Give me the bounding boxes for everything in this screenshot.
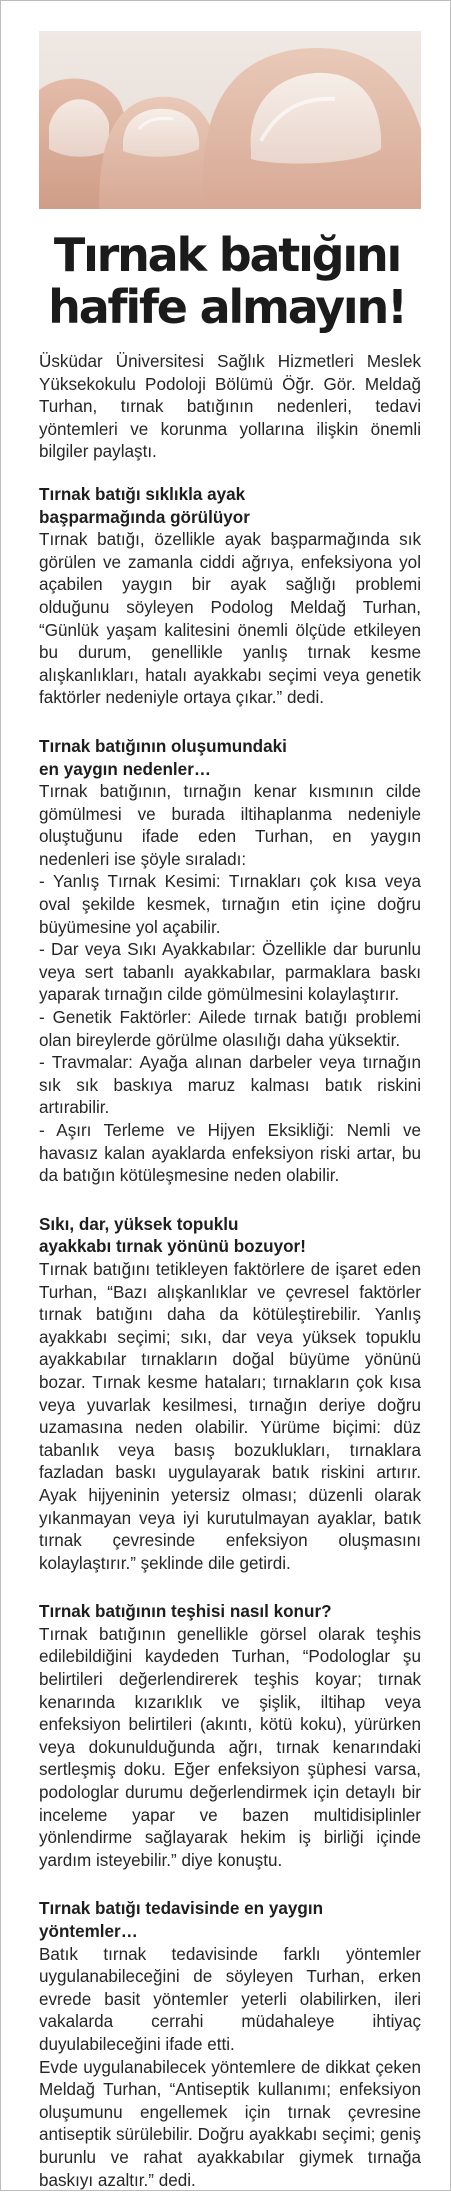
subheading-1-line-1: Tırnak batığı sıklıkla ayak — [39, 484, 246, 504]
toes-illustration — [39, 31, 421, 209]
cause-item-genetics: - Genetik Faktörler: Ailede tırnak batığı problemi olan bireylerde görülme olasılığı daha yüksektir. — [39, 1008, 421, 1050]
lead-paragraph: Üsküdar Üniversitesi Sağlık Hizmetleri Meslek Yüksekokulu Podoloji Bölümü Öğr. Gör. Meldağ Turhan, tırnak batığının nedenleri, tedavi yöntemleri ve korunma yollarına ilişkin önemli bilgiler paylaştı. — [39, 352, 421, 462]
section-5-paragraph-1: Batık tırnak tedavisinde farklı yöntemler uygulanabileceğini de söyleyen Turhan, erken evrede basit yöntemler yeterli olabilirken, ileri vakalarda cerrahi müdahaleye ihtiyaç duyulabileceğini ifade etti. — [39, 1944, 421, 2054]
headline-line-2: hafife almayın! — [48, 280, 406, 334]
subheading-3 — [39, 1214, 421, 1259]
toenail-photo — [39, 31, 421, 209]
section-5-paragraph-2: Evde uygulanabilecek yöntemlere de dikkat çeken Meldağ Turhan, “Antiseptik kullanımı; enfeksiyon oluşumunu engellemek için tırnak çevresine antiseptik sürülebilir. Doğru ayakkabı seçimi; geniş burunlu ve rahat ayakkabılar giymek tırnağa baskıyı azaltır.” dedi. — [39, 2057, 421, 2190]
cause-item-tight-shoes: - Dar veya Sıkı Ayakkabılar: Özellikle dar burunlu veya sert tabanlı ayakkabılar, parmaklara baskı yaparak tırnağın cilde gömülmesini kolaylaştırır. — [39, 940, 421, 1005]
subheading-2-line-1: Tırnak batığının oluşumundaki — [39, 736, 287, 756]
headline-line-1: Tırnak batığını — [53, 228, 401, 282]
subheading-1 — [39, 484, 421, 529]
subheading-1-line-2: başparmağında görülüyor — [39, 507, 250, 527]
section-2-paragraph-1: Tırnak batığının, tırnağın kenar kısmının cilde gömülmesi ve burada iltihaplanma nedeniyle oluştuğunu ifade eden Turhan, en yaygın nedenleri ise şöyle sıraladı: — [39, 782, 421, 869]
subheading-2-line-2: en yaygın nedenler… — [39, 759, 211, 779]
subheading-3-line-2: ayakkabı tırnak yönünü bozuyor! — [39, 1237, 306, 1257]
section-1-paragraph-1: Tırnak batığı, özellikle ayak başparmağında sık görülen ve zamanla ciddi ağrıya, enfeksiyona yol açabilen yaygın bir ayak sağlığı problemi olduğunu söyleyen Podolog Meldağ Turhan, “Günlük yaşam kalitesini önemli ölçüde etkileyen bu durum, genellikle yanlış tırnak kesme alışkanlıkları, hatalı ayakkabı seçimi veya genetik faktörler nedeniyle ortaya çıkar.” dedi. — [39, 530, 421, 708]
section-4-paragraph-1: Tırnak batığının genellikle görsel olarak teşhis edilebildiğini kaydeden Turhan, “Podologlar şu belirtileri değerlendirerek teşhis koyar; tırnak kenarında kızarıklık ve şişlik, iltihap veya enfeksiyon belirtileri (akıntı, kötü koku), yürürken veya dokunulduğunda ağrı, tırnak kenarındaki sertleşmiş doku. Eğer enfeksiyon şüphesi varsa, podologlar durumu değerlendirmek için detaylı bir inceleme yapar ve bazen multidisiplinler yönlendirme sağlayarak hekim iş birliği içinde yardım isteyebilir.” diye konuştu. — [39, 1624, 421, 1870]
cause-item-trauma: - Travmalar: Ayağa alınan darbeler veya tırnağın sık sık baskıya maruz kalması batık riskini artırabilir. — [39, 1053, 421, 1118]
article-body — [39, 351, 421, 2192]
subheading-5 — [39, 1898, 421, 1943]
subheading-4-line-1: Tırnak batığının teşhisi nasıl konur? — [39, 1602, 332, 1622]
cause-item-sweating-hygiene: - Aşırı Terleme ve Hijyen Eksikliği: Nemli ve havasız kalan ayaklarda enfeksiyon riski artar, bu da batığın kötüleşmesine neden olabilir. — [39, 1121, 421, 1186]
section-3-paragraph-1: Tırnak batığını tetikleyen faktörlere de işaret eden Turhan, “Bazı alışkanlıklar ve çevresel faktörler tırnak batığını daha da kötüleştirebilir. Yanlış ayakkabı seçimi; sıkı, dar veya yüksek topuklu ayakkabılar tırnakların doğal büyüme yönünü bozar. Tırnak kesme hataları; tırnakların çok kısa veya yuvarlak kesilmesi, tırnağın deriye doğru uzamasına neden olabilir. Yürüme biçimi: düz tabanlık veya basış bozuklukları, tırnaklara fazladan baskı uygulayarak batık riskini artırır. Ayak hijyeninin yetersiz olması; düzenli olarak yıkanmayan veya iyi kurutulmayan ayaklar, batık tırnak çevresinde enfeksiyon oluşmasını kolaylaştırır.” şeklinde dile getirdi. — [39, 1259, 421, 1573]
subheading-3-line-1: Sıkı, dar, yüksek topuklu — [39, 1214, 239, 1234]
headline — [13, 229, 441, 333]
subheading-4 — [39, 1601, 421, 1624]
subheading-5-line-1: Tırnak batığı tedavisinde en yaygın yöntemler… — [39, 1899, 324, 1941]
subheading-2 — [39, 736, 421, 781]
cause-item-wrong-cutting: - Yanlış Tırnak Kesimi: Tırnakları çok kısa veya oval şekilde kesmek, tırnağın etin içine doğru büyümesine yol açabilir. — [39, 872, 421, 937]
